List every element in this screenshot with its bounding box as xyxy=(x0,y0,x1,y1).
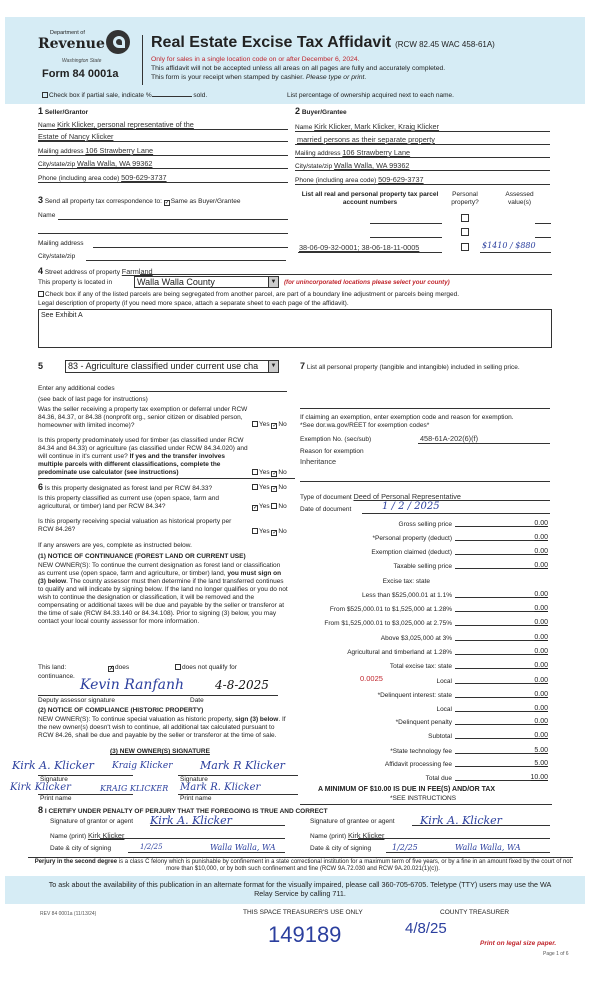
name-label: Name xyxy=(295,124,313,131)
new-owner-signature-title: (3) NEW OWNER(S) SIGNATURE xyxy=(110,748,210,755)
fee-label: *State technology fee xyxy=(390,748,452,755)
additional-codes-field[interactable] xyxy=(130,391,287,392)
sold-label: sold. xyxy=(193,92,208,99)
local-rate: 0.0025 xyxy=(360,674,383,683)
owner-print-1: Kirk Klicker xyxy=(10,782,71,793)
city-label: City/state/zip xyxy=(295,163,333,170)
buyer-mail-field[interactable]: 106 Strawberry Lane xyxy=(342,148,411,157)
personal-property-checkbox[interactable] xyxy=(461,228,469,236)
doc-date-field[interactable]: 1 / 2 / 2025 xyxy=(382,501,440,512)
located-label: This property is located in xyxy=(38,279,113,286)
grantee-name-field[interactable]: Kirk Klicker xyxy=(347,831,385,840)
land-use-code-select[interactable] xyxy=(65,360,279,373)
date-city-label: Date & city of signing xyxy=(310,845,372,852)
city-label: City/state/zip xyxy=(38,161,76,168)
fee-value-field[interactable]: 0.00 xyxy=(534,605,548,612)
no-checkbox[interactable] xyxy=(271,503,277,509)
fee-label: *Delinquent interest: state xyxy=(377,692,452,699)
fee-value-field[interactable]: 0.00 xyxy=(534,619,548,626)
no-label: No xyxy=(278,421,287,428)
title-row xyxy=(151,34,495,52)
reason-field[interactable]: Inheritance xyxy=(300,457,337,466)
section-title: Buyer/Grantee xyxy=(301,109,347,116)
fee-label: Agricultural and timberland at 1.28% xyxy=(347,649,452,656)
county-note: (for unincorporated locations please select your county) xyxy=(284,279,450,286)
notice-bold: you must sign on (3) below xyxy=(38,570,282,585)
continuance-label: continuance. xyxy=(38,673,75,680)
fee-value-field[interactable]: 0.00 xyxy=(534,534,548,541)
section-number: 4 xyxy=(38,266,44,276)
fee-label: *Personal property (deduct) xyxy=(372,535,452,542)
header-line-2-italic: Please type or print. xyxy=(305,74,367,81)
dor-logo-icon xyxy=(106,30,130,54)
forest-land-question: Is this property designated as forest land per RCW 84.33? xyxy=(44,485,213,492)
seller-name-field[interactable]: Kirk Klicker, personal representative of the xyxy=(57,120,194,129)
legal-description-value: See Exhibit A xyxy=(41,312,83,319)
yes-checkbox[interactable] xyxy=(252,528,258,534)
no-label: No xyxy=(278,528,287,535)
ownership-note: List percentage of ownership acquired next to each name. xyxy=(287,92,454,99)
personal-property-label: List all personal property (tangible and intangible) included in selling price. xyxy=(306,364,520,371)
section3-mail-field[interactable] xyxy=(93,247,288,248)
fee-value-field[interactable]: 0.00 xyxy=(534,732,548,739)
land-use-code-value: 83 - Agriculture classified under current use cha xyxy=(68,361,259,371)
fee-row xyxy=(300,632,550,642)
fee-value-field[interactable]: 0.00 xyxy=(534,562,548,569)
fee-label: *Delinquent penalty xyxy=(395,719,452,726)
same-as-buyer-checkbox[interactable]: ✓ xyxy=(164,200,170,206)
notice-compliance-title: (2) NOTICE OF COMPLIANCE (HISTORIC PROPERTY) xyxy=(38,707,204,714)
header-line-1: This affidavit will not be accepted unless all areas on all pages are fully and accurately completed. xyxy=(151,65,446,72)
chevron-down-icon: ▼ xyxy=(268,361,278,372)
fee-label: Excise tax: state xyxy=(382,578,430,585)
treasurer-use-label: THIS SPACE TREASURER'S USE ONLY xyxy=(243,909,363,916)
grantor-city-field[interactable]: Walla Walla, WA xyxy=(210,843,276,852)
fee-value-field[interactable]: 0.00 xyxy=(534,718,548,725)
owner-signature-3: Mark R Klicker xyxy=(200,759,285,772)
personal-col-header: Personal property? xyxy=(451,191,479,206)
fee-value-field[interactable]: 0.00 xyxy=(534,677,548,684)
fee-label: Local xyxy=(436,706,452,713)
fee-row xyxy=(300,646,550,656)
does-label: does xyxy=(115,664,130,671)
assessor-signature: Kevin Ranfanh xyxy=(80,677,185,693)
partial-sale-checkbox[interactable] xyxy=(42,92,48,98)
fee-row xyxy=(300,716,550,726)
fee-label: Affidavit processing fee xyxy=(384,761,452,768)
owner-print-2: KRAIG KLICKER xyxy=(100,784,169,793)
see-back-note: (see back of last page for instructions) xyxy=(38,396,148,403)
buyer-city-field[interactable]: Walla Walla, WA 99362 xyxy=(334,161,410,170)
yes-label: Yes xyxy=(259,421,270,428)
grantor-signature: Kirk A. Klicker xyxy=(150,814,232,827)
notice-bold: sign (3) below xyxy=(235,716,279,723)
current-use-question: Is this property classified as current use (open space, farm and agricultural, or timber) land per RCW 84.34? xyxy=(38,495,220,510)
notice-text: NEW OWNER(S): To continue special valuation as historic property, xyxy=(38,716,235,723)
signature-label: Signature xyxy=(40,776,68,783)
rcw-ref: (RCW 82.45 WAC 458-61A) xyxy=(395,40,495,49)
does-checkbox[interactable]: ✗ xyxy=(109,666,115,672)
print-name-label: Print name xyxy=(40,795,72,802)
assessed-col-header: Assessed value(s) xyxy=(505,191,534,206)
section-number: 5 xyxy=(38,361,44,371)
owner-signature-1: Kirk A. Klicker xyxy=(12,759,94,772)
alt-format-note: To ask about the availability of this publication in an alternate format for the visually impaired, please call 360-705-6705. Teletype (TTY) users may use the WA Relay Service by calling 711. xyxy=(48,880,552,898)
fee-row xyxy=(300,675,550,685)
name-label: Name xyxy=(38,122,56,129)
no-checkbox[interactable]: ✓ xyxy=(272,486,278,492)
fee-value-field[interactable]: 0.00 xyxy=(534,634,548,641)
no-label: No xyxy=(278,469,287,476)
grantee-signature: Kirk A. Klicker xyxy=(420,814,502,827)
timber-agriculture-question: Is this property predominately used for timber (as classified under RCW 84.34 and 84.33) or agriculture (as classified under RCW 84.34.020) and will continue in it's current use? xyxy=(38,437,248,460)
section-number: 6 xyxy=(38,482,44,492)
owner-signature-2: Kraig Klicker xyxy=(112,761,173,771)
yes-label: Yes xyxy=(259,528,270,535)
notice-continuance-title: (1) NOTICE OF CONTINUANCE (FOREST LAND OR CURRENT USE) xyxy=(38,553,246,560)
county-select[interactable] xyxy=(134,276,279,288)
fee-value-field[interactable]: 0.00 xyxy=(534,591,548,598)
legal-description-field[interactable] xyxy=(38,309,552,348)
fee-row xyxy=(300,689,550,699)
fee-value-field[interactable]: 0.00 xyxy=(534,705,548,712)
grantor-date-field[interactable]: 1/2/25 xyxy=(140,843,163,851)
section3-city-field[interactable] xyxy=(86,260,286,261)
section3-label: Send all property tax correspondence to: xyxy=(44,198,162,205)
seller-city-field[interactable]: Walla Walla, WA 99362 xyxy=(77,159,153,168)
no-checkbox[interactable]: ✓ xyxy=(272,423,278,429)
county-value: Walla Walla County xyxy=(137,277,215,287)
fee-row xyxy=(300,603,550,613)
if-yes-note: If any answers are yes, complete as instructed below. xyxy=(38,542,192,549)
revision-label: REV 84 0001a (11/13/24) xyxy=(40,911,97,917)
fee-value-field[interactable]: 5.00 xyxy=(534,760,548,767)
grantee-sig-label: Signature of grantee or agent xyxy=(310,818,395,825)
seller-mail-field[interactable]: 106 Strawberry Lane xyxy=(85,146,154,155)
street-address-field[interactable]: Farmland xyxy=(121,267,153,276)
this-land-label: This land: xyxy=(38,664,67,671)
does-not-checkbox[interactable] xyxy=(175,664,181,670)
deputy-label: Deputy assessor signature xyxy=(38,697,115,704)
exemption-no-field[interactable]: 458-61A-202(6)(f) xyxy=(420,434,478,443)
phone-label: Phone (including area code) xyxy=(38,175,120,182)
yes-checkbox[interactable]: ✓ xyxy=(253,505,259,511)
receipt-date: 4/8/25 xyxy=(405,920,447,937)
fee-label: Total excise tax: state xyxy=(389,663,452,670)
assessed-value-field[interactable]: $1410 / $880 xyxy=(482,241,536,250)
certify-statement: I CERTIFY UNDER PENALTY OF PERJURY THAT THE FOREGOING IS TRUE AND CORRECT xyxy=(44,808,328,815)
fee-value-field[interactable]: 0.00 xyxy=(534,520,548,527)
does-not-label: does not qualify for xyxy=(182,664,237,671)
doc-type-field[interactable]: Deed of Personal Representative xyxy=(353,492,461,501)
fee-row xyxy=(300,518,550,528)
seller-phone-field[interactable]: 509-629-3737 xyxy=(121,173,167,182)
buyer-name-field[interactable]: Kirk Klicker, Mark Klicker, Kraig Klicker xyxy=(314,122,440,131)
name-print-label: Name (print) xyxy=(310,833,347,840)
fee-row xyxy=(300,745,550,755)
signature-label: Signature xyxy=(180,776,208,783)
no-label: No xyxy=(278,484,287,491)
fee-value-field[interactable]: 10.00 xyxy=(530,774,548,781)
grantor-sig-label: Signature of grantor or agent xyxy=(50,818,134,825)
receipt-number: 149189 xyxy=(268,922,342,947)
doc-type-label: Type of document xyxy=(300,494,352,501)
header-line-2: This form is your receipt when stamped by cashier. xyxy=(151,74,306,81)
red-note: Only for sales in a single location code on or after December 6, 2024. xyxy=(151,56,360,63)
state-label: Washington State xyxy=(62,58,102,64)
fee-label: From $525,000.01 to $1,525,000 at 1.28% xyxy=(329,606,452,613)
perjury-bold: Perjury in the second degree xyxy=(34,859,118,865)
no-label: No xyxy=(278,503,287,510)
mail-label: Mailing address xyxy=(38,240,84,247)
assessor-date: 4-8-2025 xyxy=(215,678,269,692)
legal-label: Legal description of property (if you need more space, attach a separate sheet to each page of the affidavit). xyxy=(38,300,349,307)
personal-property-field[interactable] xyxy=(300,408,550,409)
doc-date-label: Date of document xyxy=(300,506,352,513)
section3-name-field[interactable] xyxy=(58,219,288,220)
fee-label: Less than $525,000.01 at 1.1% xyxy=(362,592,452,599)
fee-row xyxy=(300,560,550,570)
print-name-label: Print name xyxy=(180,795,212,802)
personal-property-checkbox[interactable] xyxy=(461,214,469,222)
section-number: 2 xyxy=(295,106,301,116)
section-number: 7 xyxy=(300,361,306,371)
fee-label: Total due xyxy=(425,775,452,782)
fee-row xyxy=(300,532,550,542)
fee-label: From $1,525,000.01 to $3,025,000 at 2.75% xyxy=(324,620,452,627)
county-treasurer-label: COUNTY TREASURER xyxy=(440,909,510,916)
parcel-col-header: List all real and personal property tax parcel account numbers xyxy=(301,191,439,206)
partial-sale-label: Check box if partial sale, indicate % xyxy=(49,92,152,99)
phone-label: Phone (including area code) xyxy=(295,177,377,184)
name-print-label: Name (print) xyxy=(50,833,87,840)
minimum-note: A MINIMUM OF $10.00 IS DUE IN FEE(S) AND/OR TAX xyxy=(318,786,496,793)
grantee-date-field[interactable]: 1/2/25 xyxy=(392,843,418,852)
section-number: 8 xyxy=(38,805,44,815)
owner-print-3: Mark R. Klicker xyxy=(180,782,261,793)
yes-label: Yes xyxy=(259,503,270,510)
fee-label: Subtotal xyxy=(428,733,452,740)
see-instructions: *SEE INSTRUCTIONS xyxy=(390,795,457,802)
fee-label: Above $3,025,000 at 3% xyxy=(380,635,452,642)
date-label: Date xyxy=(190,697,204,704)
fee-value-field[interactable]: 0.00 xyxy=(534,548,548,555)
yes-checkbox[interactable] xyxy=(252,421,258,427)
grantor-name-field[interactable]: Kirk Klicker xyxy=(87,831,125,840)
fee-value-field[interactable]: 0.00 xyxy=(534,691,548,698)
seller-name-line2[interactable]: Estate of Nancy Klicker xyxy=(38,132,114,141)
section-title: Seller/Grantor xyxy=(44,109,89,116)
fee-value-field[interactable]: 5.00 xyxy=(534,747,548,754)
segregate-checkbox[interactable] xyxy=(38,291,44,297)
fee-row xyxy=(300,660,550,670)
fee-row xyxy=(300,730,550,740)
section-number: 1 xyxy=(38,106,44,116)
fee-row xyxy=(300,589,550,599)
fee-label: Local xyxy=(436,678,452,685)
fee-row xyxy=(300,575,550,585)
dept-of: Department of xyxy=(50,30,85,36)
revenue-logo-text: Revenue xyxy=(38,36,105,52)
exemption-deferral-question: Was the seller receiving a property tax exemption or deferral under RCW 84.36, 84.37, or 84.38 (nonprofit org., senior citizen or disabled person, homeowner with limited income)? xyxy=(38,406,248,429)
fee-row xyxy=(300,703,550,713)
parcel-number-field[interactable]: 38-06-09-32-0001; 38-06-18-11-0005 xyxy=(299,243,420,252)
fee-label: Exemption claimed (deduct) xyxy=(371,549,452,556)
form-title: Real Estate Excise Tax Affidavit xyxy=(151,34,392,51)
yes-label: Yes xyxy=(259,484,270,491)
fee-value-field[interactable]: 0.00 xyxy=(534,648,548,655)
yes-label: Yes xyxy=(259,469,270,476)
city-label: City/state/zip xyxy=(38,253,76,260)
fee-label: Taxable selling price xyxy=(393,563,452,570)
buyer-name-line2[interactable]: married persons as their separate property xyxy=(297,135,435,144)
divider xyxy=(142,35,143,85)
fee-row xyxy=(300,546,550,556)
fee-label: Gross selling price xyxy=(398,521,452,528)
exemption-no-label: Exemption No. (sec/sub) xyxy=(300,436,372,443)
section-number: 3 xyxy=(38,195,44,205)
yes-checkbox[interactable] xyxy=(252,469,258,475)
notice-text: . If the new owner(s) doesn't wish to continue, all additional tax calculated pursuant to RCW 84.26, shall be due and payable by the seller or transferor at the time of sale. xyxy=(38,716,286,739)
fee-value-field[interactable]: 0.00 xyxy=(534,662,548,669)
no-checkbox[interactable]: ✓ xyxy=(272,530,278,536)
fee-row xyxy=(300,617,550,627)
exemption-note: If claiming an exemption, enter exemption code and reason for exemption. *See dor.wa.gov/REET for exemption codes* xyxy=(300,414,514,429)
partial-percent-field[interactable] xyxy=(152,96,192,97)
historic-question: Is this property receiving special valuation as historical property per RCW 84.26? xyxy=(38,518,232,533)
no-checkbox[interactable]: ✓ xyxy=(272,471,278,477)
fee-row xyxy=(300,772,550,782)
mail-label: Mailing address xyxy=(38,148,84,155)
page-indicator: Page 1 of 6 xyxy=(543,951,569,957)
buyer-phone-field[interactable]: 509-629-3737 xyxy=(378,175,424,184)
form-number: Form 84 0001a xyxy=(42,68,119,80)
perjury-text: is a class C felony which is punishable by confinement in a state correctional institution for a maximum term of five years, or by a fine in an amount fixed by the court of not more than $10,000, or by both such confinement and fine (RCW 9A.72.030 and RCW 9A.20.021(1)(c)). xyxy=(117,859,572,872)
reason-label: Reason for exemption xyxy=(300,448,364,455)
timber-agriculture-note: If yes and the transfer involves multiple parcels with different classifications, complete the predominate use calculator (see instructions) xyxy=(38,453,225,476)
legal-paper-note: Print on legal size paper. xyxy=(480,940,557,947)
mail-label: Mailing address xyxy=(295,150,341,157)
personal-property-checkbox[interactable] xyxy=(461,243,469,251)
segregate-label: Check box if any of the listed parcels are being segregated from another parcel, are part of a boundary line adjustment or parcels being merged. xyxy=(45,291,460,298)
street-label: Street address of property xyxy=(44,269,120,276)
notice-text: . The county assessor must then determine if the land transferred continues to qualify and will indicate by signing below. If the land no longer qualifies or you do not wish to continue the designation or classification, it will be removed and the compensating or additional taxes will be due and payable by the seller or transferor at the time of sale (RCW 84.33.140 or 84.34.108). Prior to signing (3) below, you may contact your local county assessor for more information. xyxy=(38,578,288,625)
yes-checkbox[interactable] xyxy=(252,484,258,490)
grantee-city-field[interactable]: Walla Walla, WA xyxy=(455,843,521,852)
additional-codes-label: Enter any additional codes xyxy=(38,385,115,392)
name-label: Name xyxy=(38,212,56,219)
notice-text: NEW OWNER(S): To continue the current designation as forest land or classification as current use (open space, farm and agriculture, or timber) land, xyxy=(38,562,281,577)
date-city-label: Date & city of signing xyxy=(50,845,112,852)
same-as-buyer-label: Same as Buyer/Grantee xyxy=(170,198,241,205)
fee-row xyxy=(300,758,550,768)
chevron-down-icon: ▼ xyxy=(268,277,278,287)
